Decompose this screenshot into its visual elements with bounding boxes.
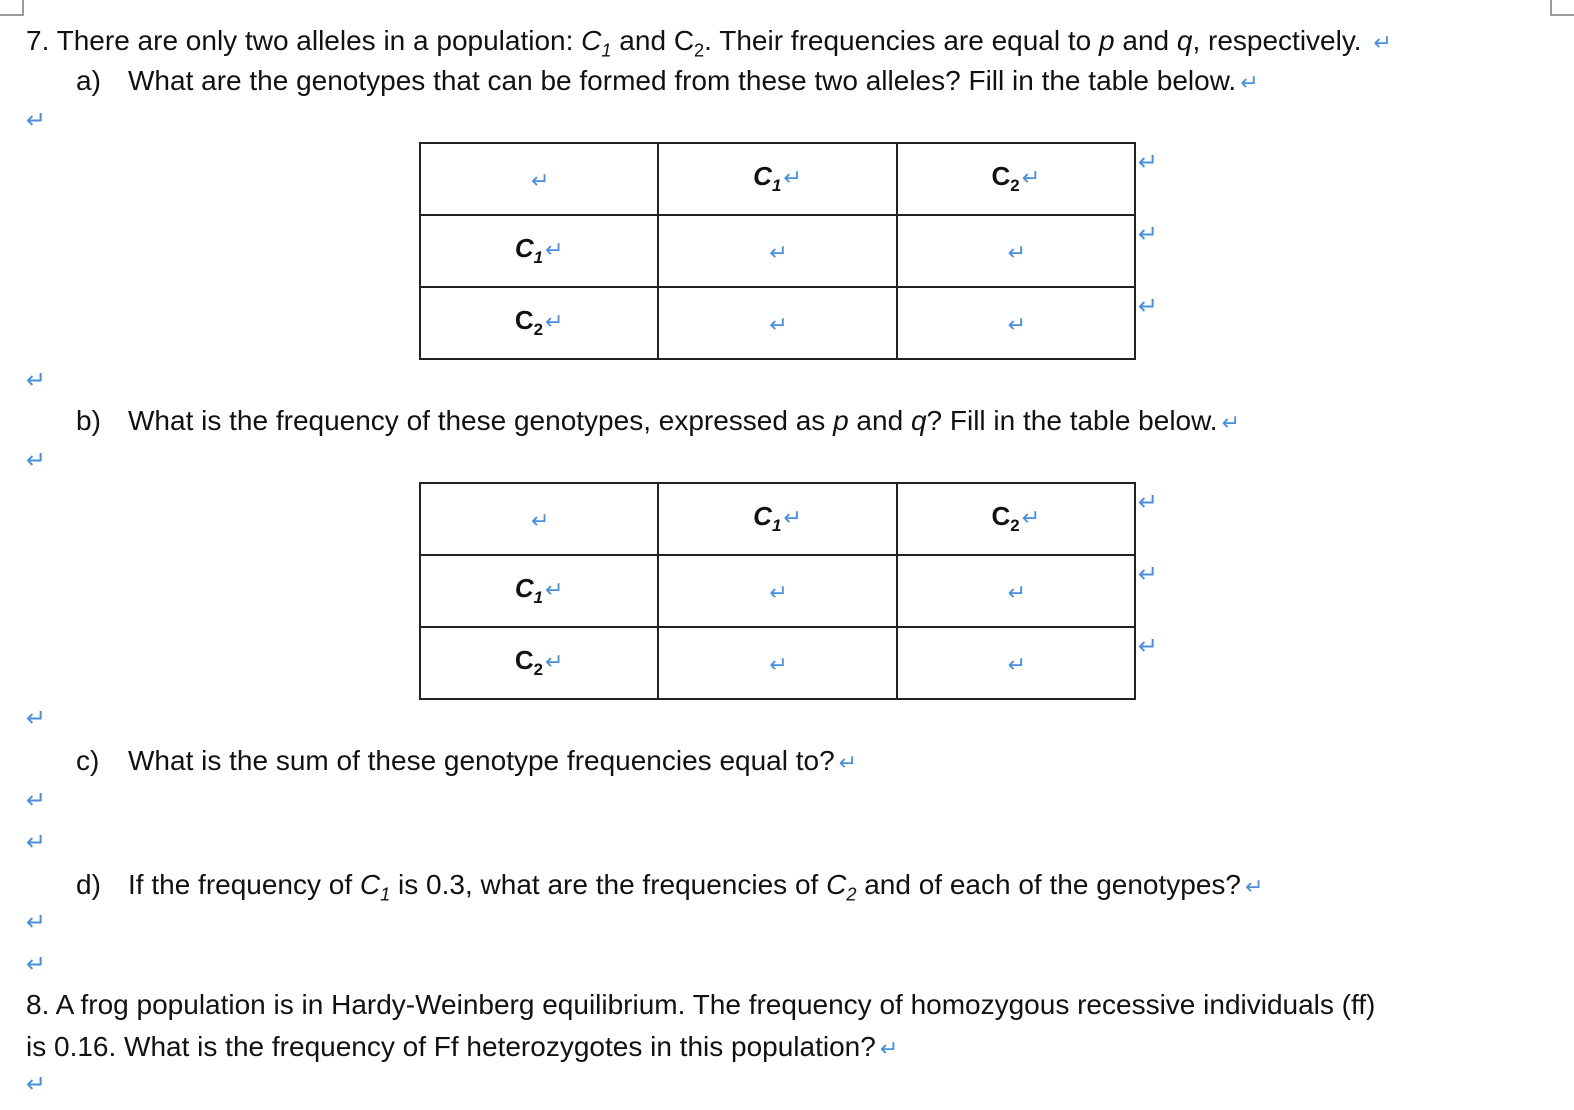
cell-mark-icon: ↵ <box>530 507 550 533</box>
table-cell[interactable] <box>897 555 1135 627</box>
paragraph-mark-icon: ↵ <box>26 107 47 134</box>
paragraph-mark-icon: ↵ <box>26 909 47 936</box>
table-row <box>420 555 1135 627</box>
cell-mark-icon: ↵ <box>1021 505 1041 531</box>
paragraph-mark-icon: ↵ <box>26 1071 47 1098</box>
table-cell[interactable] <box>420 483 658 555</box>
table-row-header-cell[interactable]: $C_1↵$ <box>420 215 658 287</box>
table-header-cell[interactable]: $C_2↵$ <box>897 143 1135 215</box>
row-end-mark-icon: ↵ <box>1138 633 1159 660</box>
paragraph-mark-icon: ↵ <box>26 829 47 856</box>
table-cell[interactable] <box>420 143 658 215</box>
paragraph-mark-icon: ↵ <box>1373 30 1392 55</box>
cell-mark-icon: ↵ <box>1007 311 1027 337</box>
paragraph-mark-icon: ↵ <box>1240 70 1259 95</box>
cell-mark-icon: ↵ <box>545 237 564 263</box>
paragraph-mark-icon: ↵ <box>1221 410 1241 435</box>
table-row <box>420 483 1135 555</box>
question-7c: c) What is the sum of these genotype frequencies equal to? ↵ <box>76 745 858 776</box>
row-end-mark-icon: ↵ <box>1138 149 1159 176</box>
paragraph-mark-icon: ↵ <box>838 750 858 775</box>
table-row-header-cell[interactable]: $C_2↵$ <box>420 627 658 699</box>
cell-mark-icon: ↵ <box>769 311 788 337</box>
cell-mark-icon: ↵ <box>545 309 564 335</box>
table-row-header-cell[interactable]: $C_2↵$ <box>420 287 658 359</box>
cell-mark-icon: ↵ <box>783 505 802 531</box>
paragraph-mark-icon: ↵ <box>26 705 47 732</box>
row-end-mark-icon: ↵ <box>1138 561 1159 588</box>
paragraph-mark-icon: ↵ <box>26 367 47 394</box>
cell-mark-icon: ↵ <box>1007 651 1027 677</box>
table-cell[interactable] <box>897 215 1135 287</box>
question-7-stem: 7. There are only two alleles in a population: $C_1$ and $C_2$. Their frequencies are equal to p and q, respectively. ↵ <box>26 25 1392 61</box>
paragraph-mark-icon: ↵ <box>879 1036 899 1061</box>
row-end-mark-icon: ↵ <box>1138 489 1159 516</box>
page-corner-top-left <box>0 0 24 16</box>
cell-mark-icon: ↵ <box>1007 579 1027 605</box>
table-cell[interactable] <box>897 627 1135 699</box>
cell-mark-icon: ↵ <box>1007 239 1027 265</box>
table-row-header-cell[interactable]: $C_1↵$ <box>420 555 658 627</box>
table-header-cell[interactable]: $C_1↵$ <box>658 143 896 215</box>
question-7b: b) What is the frequency of these genotypes, expressed as p and q? Fill in the table below. ↵ <box>76 405 1241 436</box>
table-row <box>420 143 1135 215</box>
paragraph-mark-icon: ↵ <box>26 447 47 474</box>
table-cell[interactable] <box>658 627 896 699</box>
paragraph-mark-icon: ↵ <box>26 951 47 978</box>
cell-mark-icon: ↵ <box>545 649 564 675</box>
genotype-table <box>419 142 1136 360</box>
table-header-cell[interactable]: $C_2↵$ <box>897 483 1135 555</box>
cell-mark-icon: ↵ <box>783 165 802 191</box>
cell-mark-icon: ↵ <box>769 239 788 265</box>
table-header-cell[interactable]: $C_1↵$ <box>658 483 896 555</box>
table-cell[interactable] <box>658 287 896 359</box>
cell-mark-icon: ↵ <box>769 579 788 605</box>
table-cell[interactable] <box>658 555 896 627</box>
row-end-mark-icon: ↵ <box>1138 221 1159 248</box>
table-cell[interactable] <box>658 215 896 287</box>
question-7a: a) What are the genotypes that can be formed from these two alleles? Fill in the table below. ↵ <box>76 65 1259 96</box>
paragraph-mark-icon: ↵ <box>1244 874 1264 899</box>
page-corner-top-right <box>1550 0 1574 16</box>
cell-mark-icon: ↵ <box>545 577 564 603</box>
table-cell[interactable] <box>897 287 1135 359</box>
question-7d: d) If the frequency of $C_1$ is 0.3, what are the frequencies of $C_2$ and of each of the genotypes? ↵ <box>76 869 1264 905</box>
paragraph-mark-icon: ↵ <box>26 787 47 814</box>
genotype-frequency-table <box>419 482 1136 700</box>
table-row <box>420 627 1135 699</box>
row-end-mark-icon: ↵ <box>1138 293 1159 320</box>
table-row <box>420 215 1135 287</box>
cell-mark-icon: ↵ <box>1021 165 1041 191</box>
question-8-line-1: 8. A frog population is in Hardy-Weinberg equilibrium. The frequency of homozygous recessive individuals (ff) <box>26 989 1376 1020</box>
cell-mark-icon: ↵ <box>530 167 550 193</box>
question-8-line-2: is 0.16. What is the frequency of Ff heterozygotes in this population? ↵ <box>26 1031 899 1062</box>
cell-mark-icon: ↵ <box>769 651 788 677</box>
table-row <box>420 287 1135 359</box>
